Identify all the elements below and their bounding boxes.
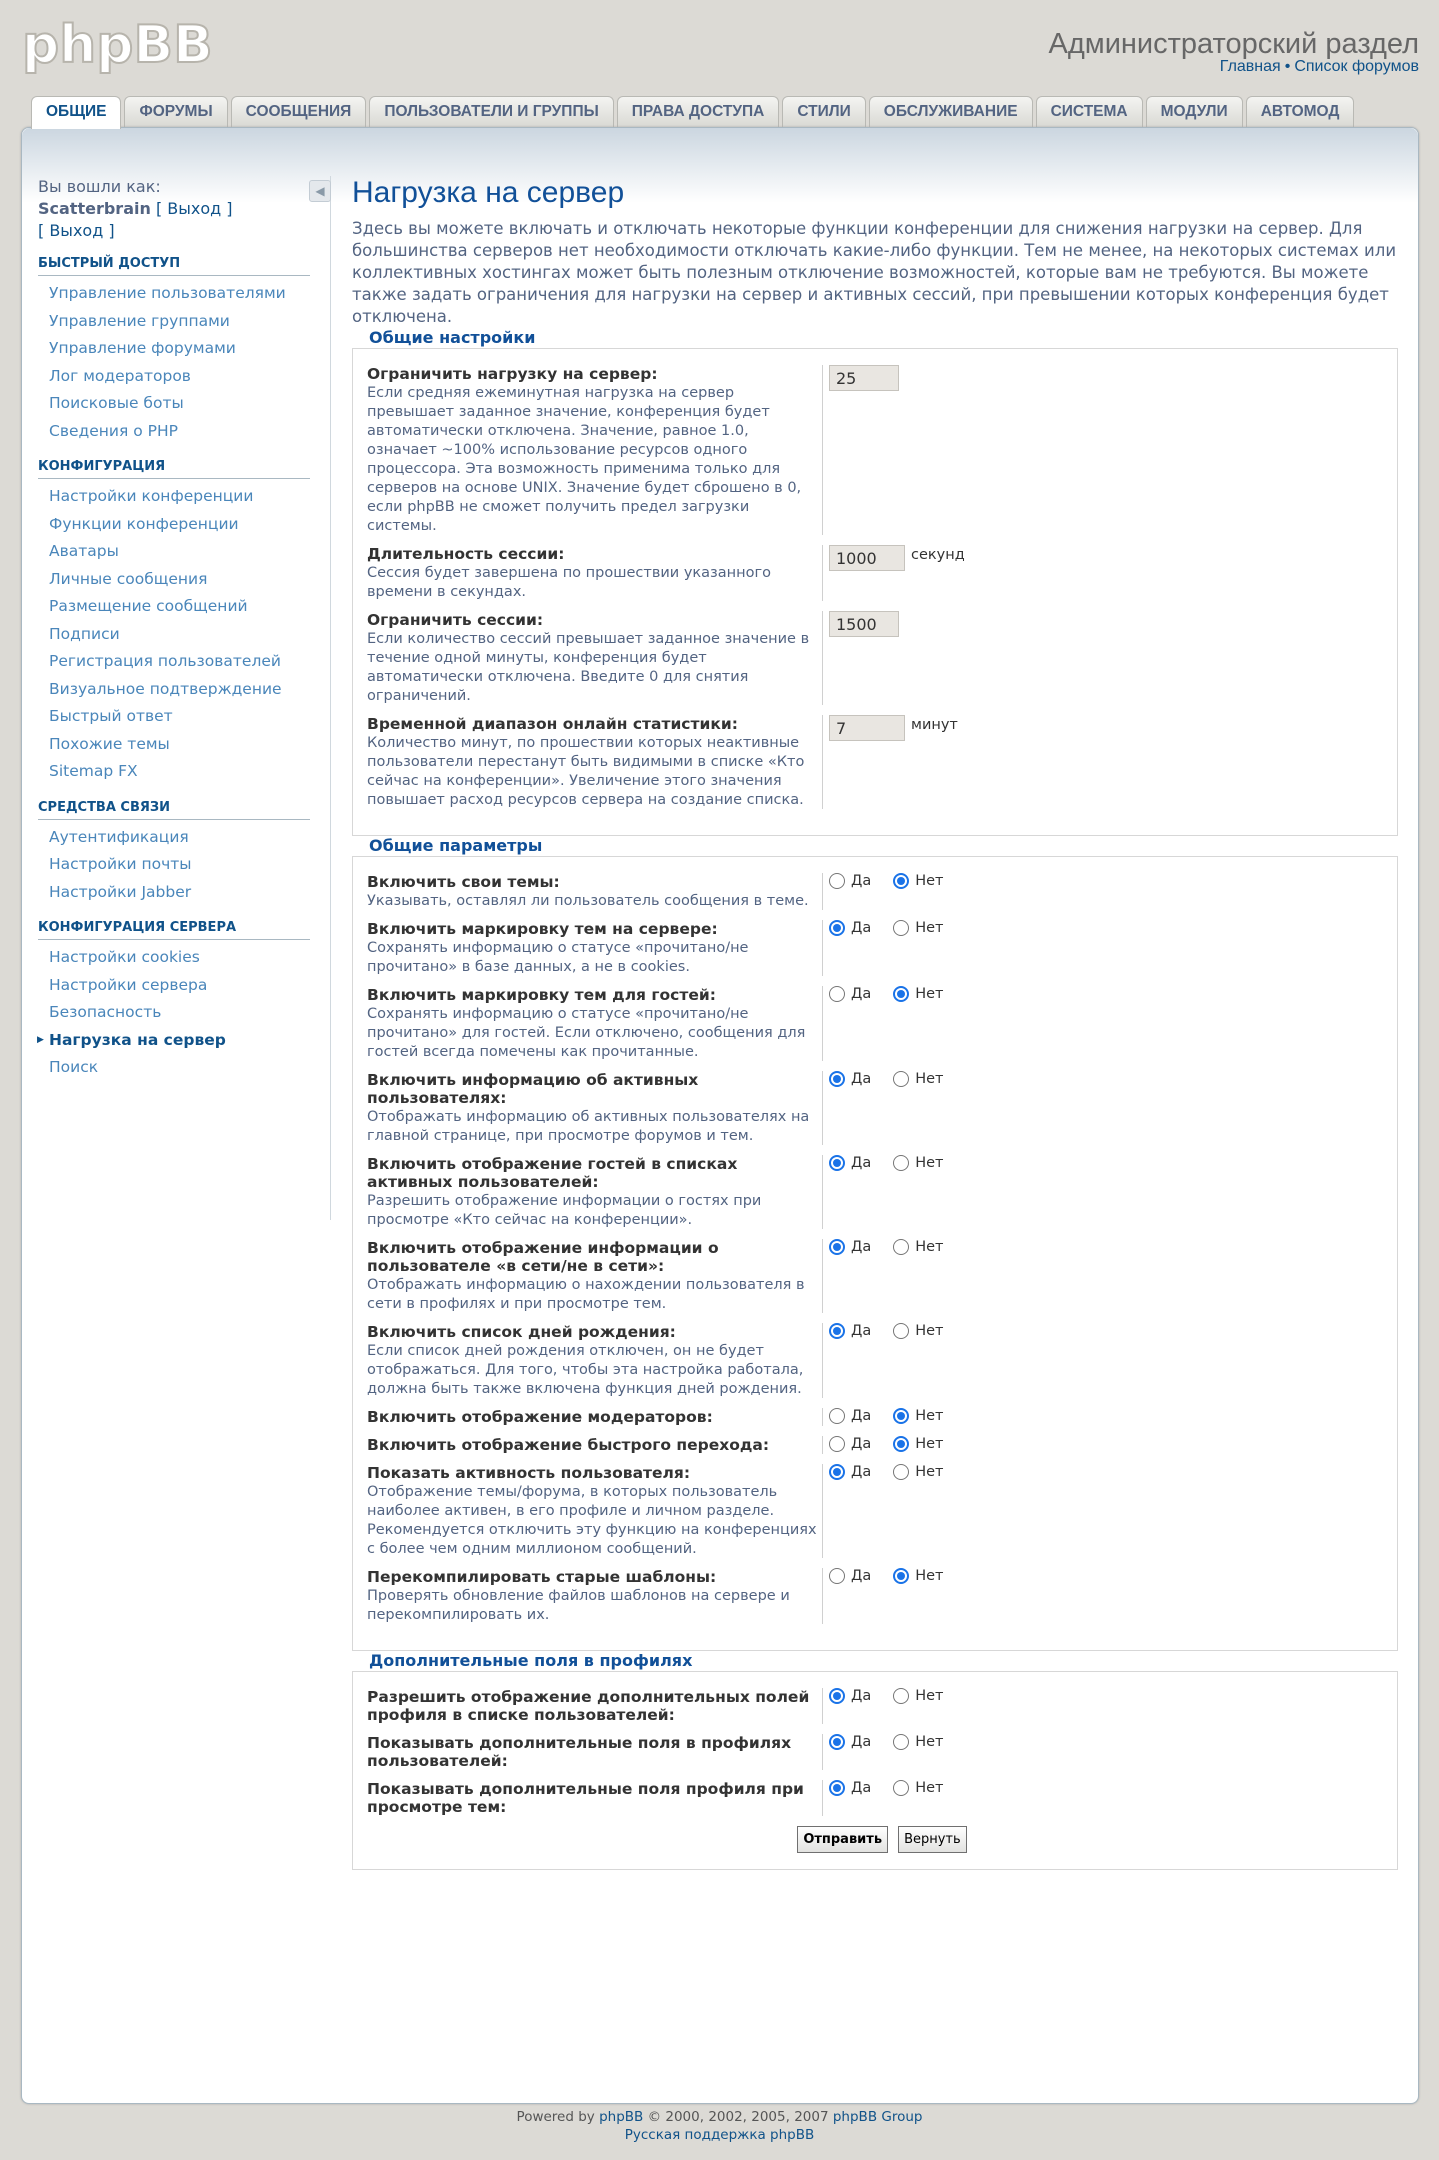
sidebar-item[interactable]: Настройки Jabber [49, 882, 192, 901]
bullet-separator: • [1284, 58, 1291, 75]
menu-section-title: КОНФИГУРАЦИЯ [38, 459, 310, 479]
sidebar-item[interactable]: Управление группами [49, 311, 230, 330]
sidebar-item[interactable]: Личные сообщения [49, 569, 208, 588]
content [352, 176, 1398, 1870]
reset-button[interactable]: Вернуть [898, 1826, 967, 1853]
setting-row [367, 1464, 1397, 1558]
setting-hint: Разрешить отображение информации о гостях при просмотре «Кто сейчас на конференции». [367, 1193, 762, 1228]
tab-5[interactable]: ПРАВА ДОСТУПА [617, 96, 780, 127]
setting-input[interactable]: 7 [829, 715, 905, 741]
setting-control-cell [823, 1071, 966, 1145]
radio-label: Да [851, 1734, 872, 1750]
setting-hint: Если список дней рождения отключен, он не будет отображаться. Для того, чтобы эта настройка работала, должна быть также включена функция дней рождения. [367, 1343, 804, 1397]
radio-circle-icon[interactable] [829, 1239, 845, 1255]
radio-yes[interactable] [829, 1464, 871, 1480]
radio-no[interactable] [893, 1464, 943, 1480]
radio-no[interactable] [893, 1155, 943, 1171]
setting-control-cell [823, 1323, 966, 1398]
setting-control-cell [823, 1408, 966, 1426]
setting-label-cell [367, 1408, 823, 1426]
admin-section-title: Администраторский раздел [1048, 28, 1419, 60]
radio-circle-icon[interactable] [893, 1323, 909, 1339]
username: Scatterbrain [38, 199, 151, 218]
radio-no[interactable] [893, 1734, 943, 1750]
radio-label: Нет [915, 873, 944, 889]
radio-yes[interactable] [829, 1688, 871, 1704]
setting-control-cell [823, 1568, 966, 1624]
setting-unit: секунд [911, 547, 965, 563]
radio-label: Да [851, 1239, 872, 1255]
setting-label: Ограничить сессии: [367, 611, 544, 629]
radio-label: Нет [915, 986, 944, 1002]
radio-no[interactable] [893, 1408, 943, 1424]
logout-link-2[interactable]: [ Выход ] [38, 221, 115, 240]
fieldset [352, 328, 1398, 836]
radio-label: Нет [915, 1780, 944, 1796]
radio-circle-icon[interactable] [829, 1323, 845, 1339]
footer-prefix: Powered by [516, 2109, 600, 2125]
setting-label: Перекомпилировать старые шаблоны: [367, 1568, 717, 1586]
radio-circle-icon[interactable] [893, 1568, 909, 1584]
menu-section-title: СРЕДСТВА СВЯЗИ [38, 800, 310, 820]
setting-control-cell [823, 1436, 966, 1454]
setting-control-cell [823, 873, 966, 910]
radio-circle-icon[interactable] [829, 1780, 845, 1796]
setting-row [367, 986, 1397, 1061]
setting-control-cell [823, 1780, 966, 1816]
radio-circle-icon[interactable] [829, 1464, 845, 1480]
radio-label: Нет [915, 1239, 944, 1255]
radio-label: Нет [915, 1436, 944, 1452]
setting-control-cell [823, 715, 958, 809]
sidebar-item[interactable]: Аутентификация [49, 827, 189, 846]
setting-label-cell [367, 1568, 823, 1624]
setting-hint: Сохранять информацию о статусе «прочитано/не прочитано» для гостей. Если отключено, сообщения для гостей всегда помечены как прочитанные. [367, 1006, 806, 1060]
fieldset-legend: Общие настройки [366, 328, 538, 347]
radio-yes[interactable] [829, 1734, 871, 1750]
sidebar-item[interactable]: Настройки конференции [49, 487, 254, 505]
menu-section [38, 920, 330, 1082]
footer [0, 2108, 1439, 2144]
setting-label-cell [367, 986, 823, 1061]
radio-no[interactable] [893, 1323, 943, 1339]
radio-yes[interactable] [829, 1239, 871, 1255]
setting-row [367, 1323, 1397, 1398]
sidebar-item[interactable]: Поисковые боты [49, 394, 184, 412]
radio-label: Да [851, 1780, 872, 1796]
setting-label-cell [367, 1155, 823, 1229]
setting-hint: Отображение темы/форума, в которых пользователь наиболее активен, в его профиле и личном разделе. Рекомендуется отключить эту функцию на конференциях с более чем одним миллионом сообщений. [367, 1484, 817, 1557]
radio-circle-icon[interactable] [893, 1436, 909, 1452]
sidebar-item[interactable]: Настройки сервера [49, 975, 208, 994]
radio-circle-icon[interactable] [829, 1688, 845, 1704]
radio-circle-icon[interactable] [893, 1688, 909, 1704]
footer-russian-support-link[interactable]: Русская поддержка phpBB [624, 2127, 815, 2143]
sidebar-item[interactable]: Поиск [49, 1058, 99, 1076]
setting-label: Ограничить нагрузку на сервер: [367, 365, 658, 383]
setting-label: Включить список дней рождения: [367, 1323, 676, 1341]
setting-hint: Отображать информацию об активных пользователях на главной странице, при просмотре форумов и тем. [367, 1109, 810, 1144]
radio-label: Нет [915, 1155, 944, 1171]
setting-label-cell [367, 1688, 823, 1724]
setting-label-cell [367, 545, 823, 601]
setting-row [367, 1568, 1397, 1624]
footer-phpbb-link[interactable]: phpBB [599, 2109, 644, 2125]
fieldset [352, 1651, 1398, 1870]
setting-label-cell [367, 1071, 823, 1145]
setting-row [367, 611, 1397, 705]
setting-label: Длительность сессии: [367, 545, 565, 563]
setting-label-cell [367, 1436, 823, 1454]
form-buttons [367, 1826, 1397, 1853]
setting-hint: Если количество сессий превышает заданное значение в течение одной минуты, конференция будет автоматически отключена. Введите 0 для снятия ограничений. [367, 631, 810, 704]
setting-row [367, 1071, 1397, 1145]
sidebar-item[interactable]: Подписи [49, 624, 120, 643]
radio-label: Да [851, 873, 872, 889]
setting-row [367, 365, 1397, 535]
logout-link[interactable]: [ Выход ] [155, 199, 233, 218]
radio-circle-icon[interactable] [893, 986, 909, 1002]
radio-label: Да [851, 1408, 872, 1424]
radio-yes[interactable] [829, 873, 871, 889]
radio-circle-icon[interactable] [893, 1408, 909, 1424]
fieldset-legend: Дополнительные поля в профилях [366, 1651, 695, 1670]
menu-section [38, 800, 330, 907]
setting-label: Разрешить отображение дополнительных полей профиля в списке пользователей: [367, 1688, 810, 1724]
radio-circle-icon[interactable] [829, 1155, 845, 1171]
setting-label: Показывать дополнительные поля профиля при просмотре тем: [367, 1780, 804, 1816]
radio-label: Да [851, 986, 872, 1002]
tab-7[interactable]: ОБСЛУЖИВАНИЕ [869, 96, 1033, 127]
setting-control-cell [823, 1155, 966, 1229]
logo-graphic [20, 10, 220, 84]
setting-row [367, 715, 1397, 809]
home-link[interactable]: Главная [1219, 58, 1281, 75]
setting-label-cell [367, 1780, 823, 1816]
collapse-sidebar-icon[interactable]: ◀ [309, 180, 331, 202]
sidebar-item[interactable]: Быстрый ответ [49, 707, 173, 725]
setting-label: Включить отображение модераторов: [367, 1408, 713, 1426]
sidebar [38, 176, 331, 1220]
radio-circle-icon[interactable] [829, 873, 845, 889]
footer-phpbb-group-link[interactable]: phpBB Group [832, 2109, 923, 2125]
sidebar-item[interactable]: Sitemap FX [49, 762, 138, 780]
setting-row [367, 1436, 1397, 1454]
setting-row [367, 1780, 1397, 1816]
setting-row [367, 1734, 1397, 1770]
setting-control-cell [823, 1734, 966, 1770]
radio-label: Да [851, 920, 872, 936]
sidebar-item[interactable]: Безопасность [49, 1003, 162, 1021]
sidebar-item[interactable]: Настройки cookies [49, 948, 200, 966]
page-description: Здесь вы можете включать и отключать некоторые функции конференции для снижения нагрузки на сервер. Для большинства серверов нет необходимости отключать какие-либо функции. Тем не менее, на некоторых системах или коллективных хостингах может быть полезным отключение возможностей, которые вам не требуются. Вы можете также задать ограничения для нагрузки на сервер и активных сессий, при превышении которых конференция будет отключена. [352, 219, 1397, 326]
sidebar-item[interactable]: Аватары [49, 542, 119, 560]
tab-8[interactable]: СИСТЕМА [1036, 96, 1143, 127]
setting-control-cell [823, 1464, 966, 1558]
setting-input[interactable]: 1500 [829, 611, 899, 637]
radio-yes[interactable] [829, 1323, 871, 1339]
setting-hint: Если средняя ежеминутная нагрузка на сервер превышает заданное значение, конференция будет автоматически отключена. Значение, равное 1.0, означает ~100% использование ресурсов одного процессора. Эта возможность применима только для серверов на основе UNIX. Значение будет сброшено в 0, если phpBB не сможет получить предел загрузки системы. [367, 385, 802, 534]
setting-label: Временной диапазон онлайн статистики: [367, 715, 738, 733]
submit-button[interactable]: Отправить [797, 1826, 888, 1853]
logged-in-label: Вы вошли как: [38, 177, 161, 196]
setting-row [367, 873, 1397, 910]
setting-label-cell [367, 715, 823, 809]
radio-label: Нет [915, 1734, 944, 1750]
setting-control-cell [823, 920, 966, 976]
sidebar-item[interactable]: Сведения о PHP [49, 421, 178, 440]
setting-control-cell [823, 611, 899, 705]
setting-label: Включить отображение гостей в списках активных пользователей: [367, 1155, 738, 1191]
setting-label: Включить свои темы: [367, 873, 560, 891]
radio-label: Да [851, 1071, 872, 1087]
radio-circle-icon[interactable] [893, 1071, 909, 1087]
radio-label: Да [851, 1568, 872, 1584]
tab-2[interactable]: ФОРУМЫ [124, 96, 227, 127]
fieldset-box [352, 348, 1398, 836]
radio-circle-icon[interactable] [829, 986, 845, 1002]
radio-no[interactable] [893, 1071, 943, 1087]
radio-circle-icon[interactable] [829, 920, 845, 936]
setting-row [367, 1239, 1397, 1313]
menu-section-title: КОНФИГУРАЦИЯ СЕРВЕРА [38, 920, 310, 940]
footer-line-1 [0, 2108, 1439, 2126]
radio-no[interactable] [893, 1568, 943, 1584]
tab-6[interactable]: СТИЛИ [782, 96, 865, 127]
setting-input[interactable]: 1000 [829, 545, 905, 571]
setting-unit: минут [911, 717, 958, 733]
radio-no[interactable] [893, 1436, 943, 1452]
setting-control-cell [823, 545, 965, 601]
radio-circle-icon[interactable] [893, 920, 909, 936]
radio-circle-icon[interactable] [829, 1734, 845, 1750]
radio-label: Нет [915, 1071, 944, 1087]
radio-yes[interactable] [829, 1780, 871, 1796]
radio-circle-icon[interactable] [829, 1071, 845, 1087]
setting-label-cell [367, 1464, 823, 1558]
sidebar-item[interactable]: Похожие темы [49, 734, 170, 753]
setting-control-cell [823, 365, 899, 535]
fieldset-box [352, 856, 1398, 1651]
setting-label-cell [367, 1323, 823, 1398]
setting-label: Показать активность пользователя: [367, 1464, 691, 1482]
radio-yes[interactable] [829, 1155, 871, 1171]
menu-section-title: БЫСТРЫЙ ДОСТУП [38, 256, 310, 276]
radio-no[interactable] [893, 1780, 943, 1796]
setting-label-cell [367, 920, 823, 976]
setting-row [367, 920, 1397, 976]
radio-circle-icon[interactable] [829, 1436, 845, 1452]
radio-label: Нет [915, 1688, 944, 1704]
sidebar-item[interactable]: Лог модераторов [49, 366, 191, 385]
forum-list-link[interactable]: Список форумов [1294, 58, 1419, 75]
radio-no[interactable] [893, 920, 943, 936]
sidebar-item[interactable]: Управление форумами [49, 339, 236, 357]
radio-yes[interactable] [829, 920, 871, 936]
sidebar-menu [38, 256, 330, 1082]
phpbb-logo[interactable] [20, 10, 220, 84]
sidebar-item[interactable]: Управление пользователями [49, 284, 286, 302]
footer-copyright: © 2000, 2002, 2005, 2007 [643, 2109, 833, 2125]
setting-control-cell [823, 1688, 966, 1724]
setting-hint: Указывать, оставлял ли пользователь сообщения в теме. [367, 893, 809, 909]
setting-row [367, 1408, 1397, 1426]
sidebar-item[interactable]: ▶ Нагрузка на сервер [38, 1027, 330, 1055]
setting-hint: Количество минут, по прошествии которых неактивные пользователи перестанут быть видимыми в списке «Кто сейчас на конференции». Увеличение этого значения повышает расход ресурсов сервера на создание списка. [367, 735, 805, 808]
radio-label: Нет [915, 1323, 944, 1339]
logo-text: phpBB [22, 15, 213, 75]
fieldset-box [352, 1671, 1398, 1870]
setting-row [367, 1688, 1397, 1724]
radio-label: Да [851, 1155, 872, 1171]
radio-circle-icon[interactable] [829, 1568, 845, 1584]
radio-label: Да [851, 1436, 872, 1452]
tab-1[interactable]: ОБЩИЕ [31, 96, 121, 129]
setting-row [367, 1155, 1397, 1229]
settings-form [352, 328, 1398, 1870]
radio-circle-icon[interactable] [893, 1734, 909, 1750]
radio-no[interactable] [893, 986, 943, 1002]
setting-label: Включить маркировку тем для гостей: [367, 986, 716, 1004]
radio-label: Нет [915, 1464, 944, 1480]
radio-circle-icon[interactable] [829, 1408, 845, 1424]
main-tabs [31, 96, 1357, 127]
radio-yes[interactable] [829, 986, 871, 1002]
sidebar-item[interactable]: Настройки почты [49, 855, 192, 873]
radio-label: Да [851, 1688, 872, 1704]
sidebar-item[interactable]: Визуальное подтверждение [49, 679, 282, 698]
fieldset-legend: Общие параметры [366, 836, 545, 855]
setting-hint: Отображать информацию о нахождении пользователя в сети в профилях и при просмотре тем. [367, 1277, 805, 1312]
radio-label: Да [851, 1323, 872, 1339]
login-exit [38, 220, 330, 242]
radio-yes[interactable] [829, 1436, 871, 1452]
radio-label: Нет [915, 1568, 944, 1584]
tab-3[interactable]: СООБЩЕНИЯ [231, 96, 367, 127]
radio-label: Нет [915, 920, 944, 936]
setting-label-cell [367, 365, 823, 535]
setting-hint: Сохранять информацию о статусе «прочитано/не прочитано» в базе данных, а не в cookies. [367, 940, 749, 975]
sidebar-item[interactable]: Функции конференции [49, 514, 239, 533]
tab-4[interactable]: ПОЛЬЗОВАТЕЛИ И ГРУППЫ [369, 96, 613, 127]
setting-input[interactable]: 25 [829, 365, 899, 391]
radio-yes[interactable] [829, 1408, 871, 1424]
radio-yes[interactable] [829, 1071, 871, 1087]
sidebar-item[interactable]: Размещение сообщений [49, 597, 248, 615]
radio-circle-icon[interactable] [893, 873, 909, 889]
top-links [1220, 58, 1419, 76]
setting-label-cell [367, 873, 823, 910]
setting-label: Включить отображение информации о пользователе «в сети/не в сети»: [367, 1239, 719, 1275]
setting-label-cell [367, 611, 823, 705]
menu-section [38, 459, 330, 786]
setting-hint: Сессия будет завершена по прошествии указанного времени в секундах. [367, 565, 771, 600]
radio-circle-icon[interactable] [893, 1155, 909, 1171]
setting-control-cell [823, 986, 966, 1061]
setting-label-cell [367, 1239, 823, 1313]
radio-no[interactable] [893, 1239, 943, 1255]
sidebar-item[interactable]: Регистрация пользователей [49, 652, 281, 670]
setting-label: Включить отображение быстрого перехода: [367, 1436, 770, 1454]
radio-no[interactable] [893, 1688, 943, 1704]
radio-label: Да [851, 1464, 872, 1480]
setting-hint: Проверять обновление файлов шаблонов на сервере и перекомпилировать их. [367, 1588, 790, 1623]
radio-label: Нет [915, 1408, 944, 1424]
setting-control-cell [823, 1239, 966, 1313]
fieldset [352, 836, 1398, 1651]
tab-10[interactable]: АВТОМОД [1246, 96, 1355, 127]
setting-label-cell [367, 1734, 823, 1770]
setting-row [367, 545, 1397, 601]
radio-no[interactable] [893, 873, 943, 889]
menu-section [38, 256, 330, 445]
main-panel [21, 127, 1419, 2104]
radio-yes[interactable] [829, 1568, 871, 1584]
tab-9[interactable]: МОДУЛИ [1146, 96, 1243, 127]
setting-label: Включить маркировку тем на сервере: [367, 920, 718, 938]
radio-circle-icon[interactable] [893, 1464, 909, 1480]
setting-label: Показывать дополнительные поля в профилях пользователей: [367, 1734, 792, 1770]
logged-in-user [38, 198, 330, 220]
page-title: Нагрузка на сервер [352, 176, 625, 209]
radio-circle-icon[interactable] [893, 1780, 909, 1796]
radio-circle-icon[interactable] [893, 1239, 909, 1255]
setting-label: Включить информацию об активных пользователях: [367, 1071, 699, 1107]
